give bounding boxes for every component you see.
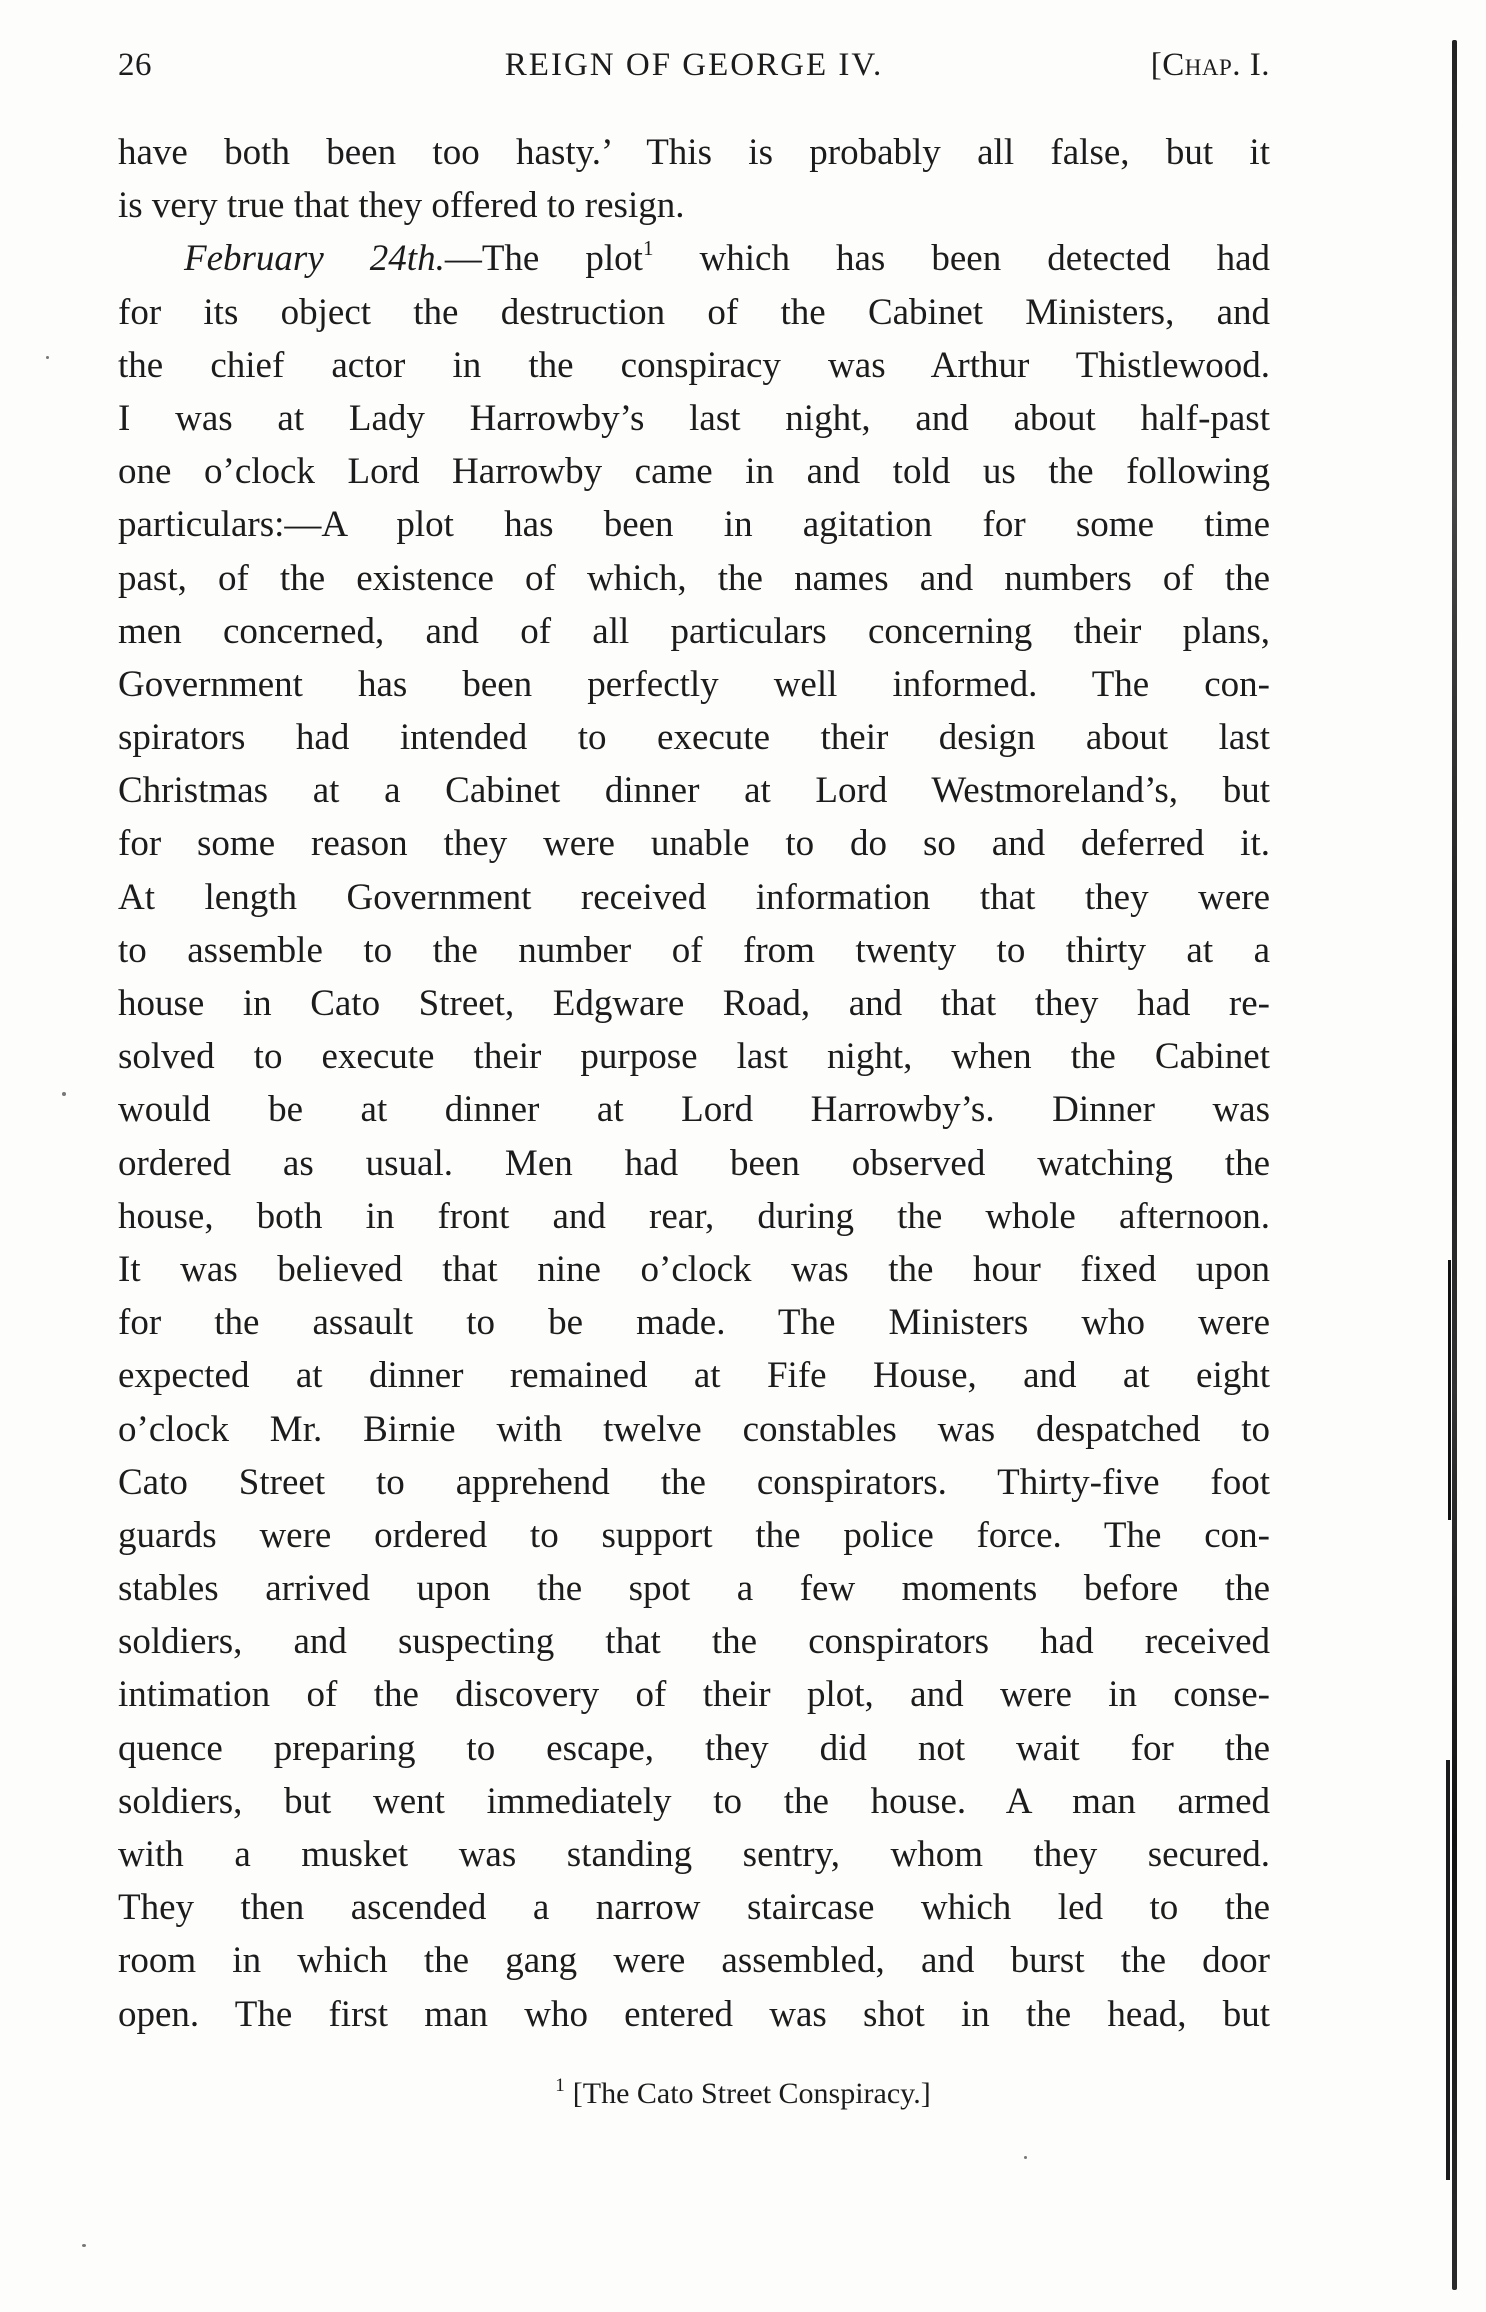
binding-shadow bbox=[1426, 0, 1486, 2312]
text-line: soldiers, and suspecting that the conspirators had received bbox=[118, 1621, 1270, 1663]
text-line: Christmas at a Cabinet dinner at Lord Westmoreland’s, but bbox=[118, 770, 1270, 812]
text-line: spirators had intended to execute their design about last bbox=[118, 717, 1270, 759]
text-line: quence preparing to escape, they did not wait for the bbox=[118, 1727, 1270, 1769]
text-line: for the assault to be made. The Ministers who were bbox=[118, 1302, 1270, 1344]
text-line: I was at Lady Harrowby’s last night, and about half-past bbox=[118, 397, 1270, 439]
text-line: house in Cato Street, Edgware Road, and that they had re- bbox=[118, 983, 1270, 1024]
text-line: men concerned, and of all particulars concerning their plans, bbox=[118, 610, 1270, 652]
text-line: Cato Street to apprehend the conspirators. Thirty-five foot bbox=[118, 1461, 1270, 1503]
paper-speck bbox=[1024, 2156, 1027, 2159]
text-line: past, of the existence of which, the names and numbers of the bbox=[118, 557, 1270, 599]
body-text bbox=[118, 126, 1270, 2041]
text-line: room in which the gang were assembled, and burst the door bbox=[118, 1940, 1270, 1982]
text-line: house, both in front and rear, during the whole afternoon. bbox=[118, 1195, 1270, 1237]
chapter-bracket: [ bbox=[1150, 47, 1163, 83]
binding-edge-mark bbox=[1448, 1260, 1451, 1520]
binding-edge bbox=[1452, 40, 1457, 2290]
text-line: At length Government received information that they were bbox=[118, 876, 1270, 918]
paper-speck bbox=[82, 2244, 86, 2247]
text-line: for its object the destruction of the Cabinet Ministers, and bbox=[118, 291, 1270, 333]
running-title: REIGN OF GEORGE IV. bbox=[504, 47, 884, 83]
text-line: o’clock Mr. Birnie with twelve constables was despatched to bbox=[118, 1408, 1270, 1450]
text-segment: —The plot bbox=[444, 238, 643, 280]
text-line: guards were ordered to support the police force. The con- bbox=[118, 1514, 1270, 1556]
text-line: stables arrived upon the spot a few moments before the bbox=[118, 1568, 1270, 1610]
text-line: the chief actor in the conspiracy was Arthur Thistlewood. bbox=[118, 344, 1270, 386]
text-line: to assemble to the number of from twenty to thirty at a bbox=[118, 929, 1270, 971]
text-line: with a musket was standing sentry, whom they secured. bbox=[118, 1834, 1270, 1875]
entry-date: February 24th. bbox=[184, 238, 445, 280]
text-segment: which has been detected had bbox=[653, 238, 1270, 280]
text-line: for some reason they were unable to do so and deferred it. bbox=[118, 823, 1270, 865]
page-number: 26 bbox=[118, 47, 152, 83]
text-line: ordered as usual. Men had been observed watching the bbox=[118, 1142, 1270, 1184]
text-line-dated-paragraph bbox=[118, 232, 1270, 285]
text-line: particulars:—A plot has been in agitation for some time bbox=[118, 504, 1270, 546]
footnote-mark: 1 bbox=[555, 2075, 565, 2096]
text-line: is very true that they offered to resign. bbox=[118, 185, 685, 227]
footnote bbox=[0, 2074, 1486, 2114]
paper-speck bbox=[62, 1092, 66, 1096]
text-line: intimation of the discovery of their plot, and were in conse- bbox=[118, 1674, 1270, 1716]
binding-edge-mark bbox=[1446, 1760, 1450, 2180]
chapter-label: Chap. I. bbox=[1162, 47, 1270, 83]
text-line: Government has been perfectly well informed. The con- bbox=[118, 663, 1270, 705]
paper-speck bbox=[46, 356, 49, 359]
text-line: open. The first man who entered was shot in the head, but bbox=[118, 1993, 1270, 2035]
running-header bbox=[118, 40, 1270, 90]
text-line: would be at dinner at Lord Harrowby’s. Dinner was bbox=[118, 1089, 1270, 1131]
text-line: soldiers, but went immediately to the house. A man armed bbox=[118, 1780, 1270, 1822]
chapter-reference bbox=[1151, 40, 1270, 90]
text-line: They then ascended a narrow staircase which led to the bbox=[118, 1887, 1270, 1929]
footnote-text: [The Cato Street Conspiracy.] bbox=[572, 2077, 931, 2110]
text-line: expected at dinner remained at Fife House, and at eight bbox=[118, 1355, 1270, 1397]
text-line: It was believed that nine o’clock was the hour fixed upon bbox=[118, 1248, 1270, 1290]
text-line: have both been too hasty.’ This is probably all false, but it bbox=[118, 132, 1270, 173]
footnote-reference[interactable]: 1 bbox=[642, 236, 654, 261]
text-line: solved to execute their purpose last night, when the Cabinet bbox=[118, 1036, 1270, 1078]
text-line: one o’clock Lord Harrowby came in and told us the following bbox=[118, 451, 1270, 493]
